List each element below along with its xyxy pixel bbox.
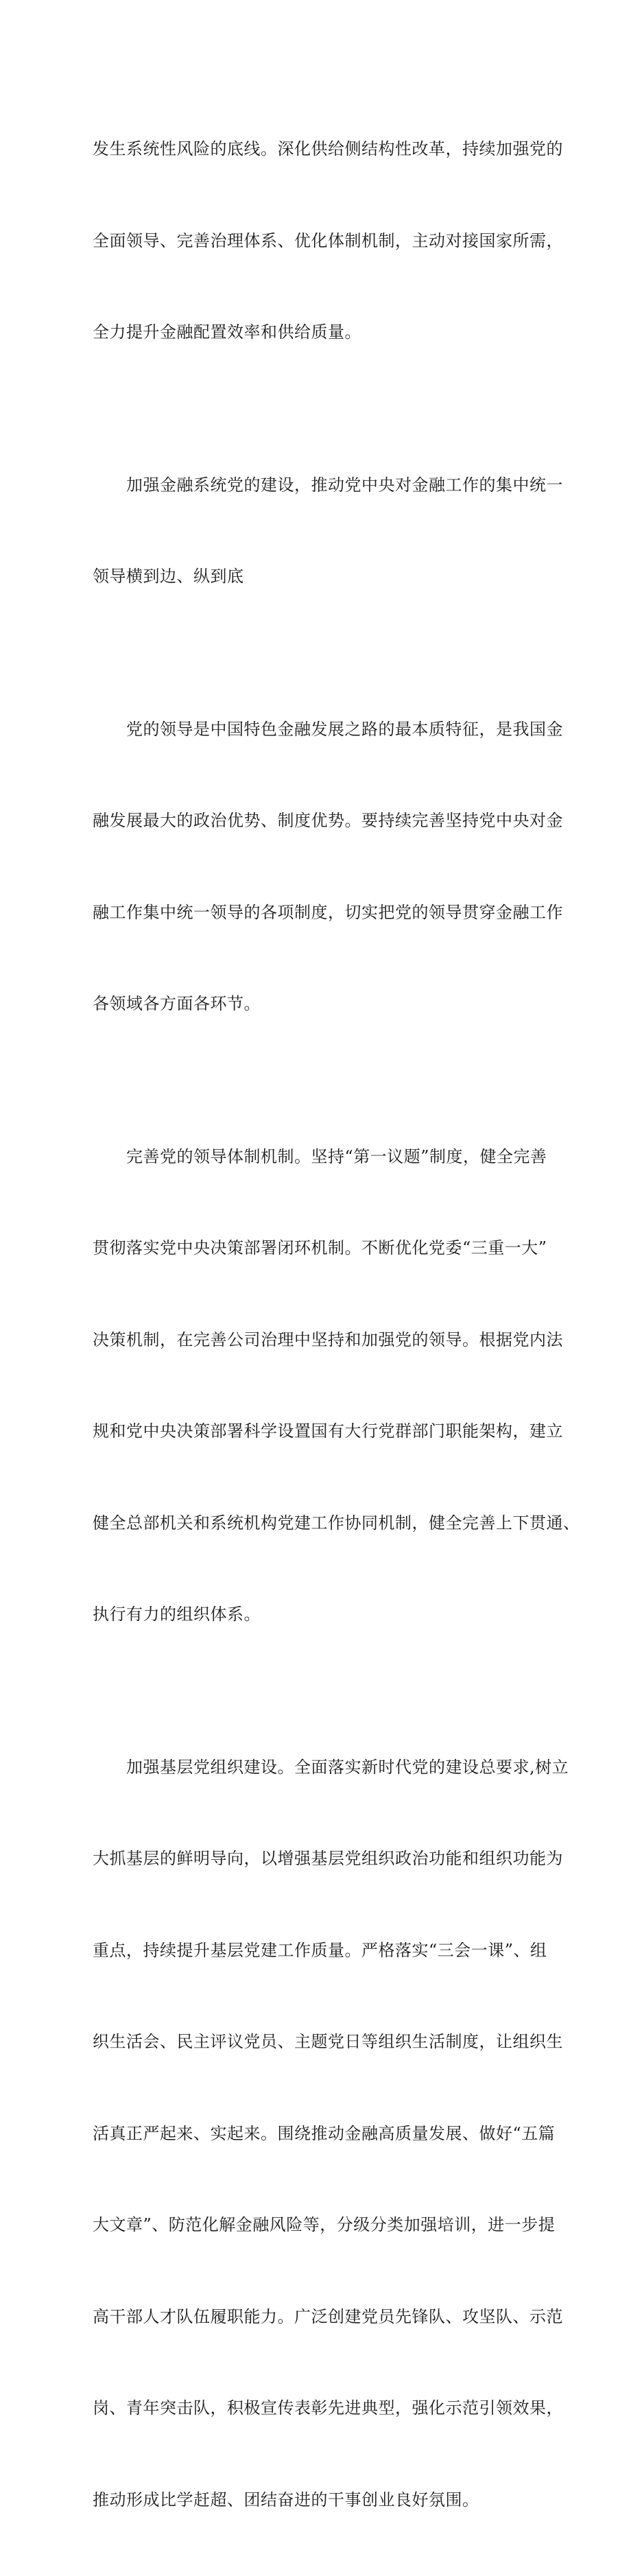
text-line: 全力提升金融配置效率和供给质量。 [93,317,547,348]
text-line: 各领域各方面各环节。 [93,989,547,1019]
text-line: 发生系统性风险的底线。深化供给侧结构性改革，持续加强党的 [93,134,547,165]
text-line: 党的领导是中国特色金融发展之路的最本质特征，是我国金 [93,714,547,745]
text-line: 融工作集中统一领导的各项制度，切实把党的领导贯穿金融工作 [93,897,547,928]
paragraph-4 [93,1080,547,1691]
document-page [0,0,631,893]
paragraph-5 [93,1691,547,2576]
section-heading [93,409,547,653]
text-line: 融发展最大的政治优势、制度优势。要持续完善坚持党中央对金 [93,805,547,836]
text-line: 推动形成比学赶超、团结奋进的干事创业良好氛围。 [93,2485,547,2516]
paragraph-1 [93,73,547,409]
paragraph-3 [93,653,547,1080]
text-line: 完善党的领导体制机制。坚持“第一议题”制度，健全完善 [93,1142,547,1172]
document-body [93,73,547,2576]
text-line: 健全总部机关和系统机构党建工作协同机制，健全完善上下贯通、 [93,1508,547,1539]
text-line: 全面领导、完善治理体系、优化体制机制，主动对接国家所需， [93,226,547,257]
text-line: 高干部人才队伍履职能力。广泛创建党员先锋队、攻坚队、示范 [93,2302,547,2332]
text-line: 决策机制，在完善公司治理中坚持和加强党的领导。根据党内法 [93,1325,547,1356]
text-line: 加强金融系统党的建设，推动党中央对金融工作的集中统一 [93,470,547,501]
text-line: 领导横到边、纵到底 [93,561,547,592]
text-line: 执行有力的组织体系。 [93,1599,547,1630]
text-line: 活真正严起来、实起来。围绕推动金融高质量发展、做好“五篇 [93,2118,547,2149]
text-line: 岗、青年突击队，积极宣传表彰先进典型，强化示范引领效果， [93,2393,547,2424]
text-line: 大抓基层的鲜明导向，以增强基层党组织政治功能和组织功能为 [93,1843,547,1874]
text-line: 规和党中央决策部署科学设置国有大行党群部门职能架构，建立 [93,1416,547,1447]
text-line: 重点，持续提升基层党建工作质量。严格落实“三会一课”、组 [93,1935,547,1966]
text-line: 加强基层党组织建设。全面落实新时代党的建设总要求,树立 [93,1752,547,1783]
text-line: 织生活会、民主评议党员、主题党日等组织生活制度，让组织生 [93,2026,547,2057]
text-line: 大文章”、防范化解金融风险等，分级分类加强培训，进一步提 [93,2210,547,2241]
text-line: 贯彻落实党中央决策部署闭环机制。不断优化党委“三重一大” [93,1233,547,1264]
